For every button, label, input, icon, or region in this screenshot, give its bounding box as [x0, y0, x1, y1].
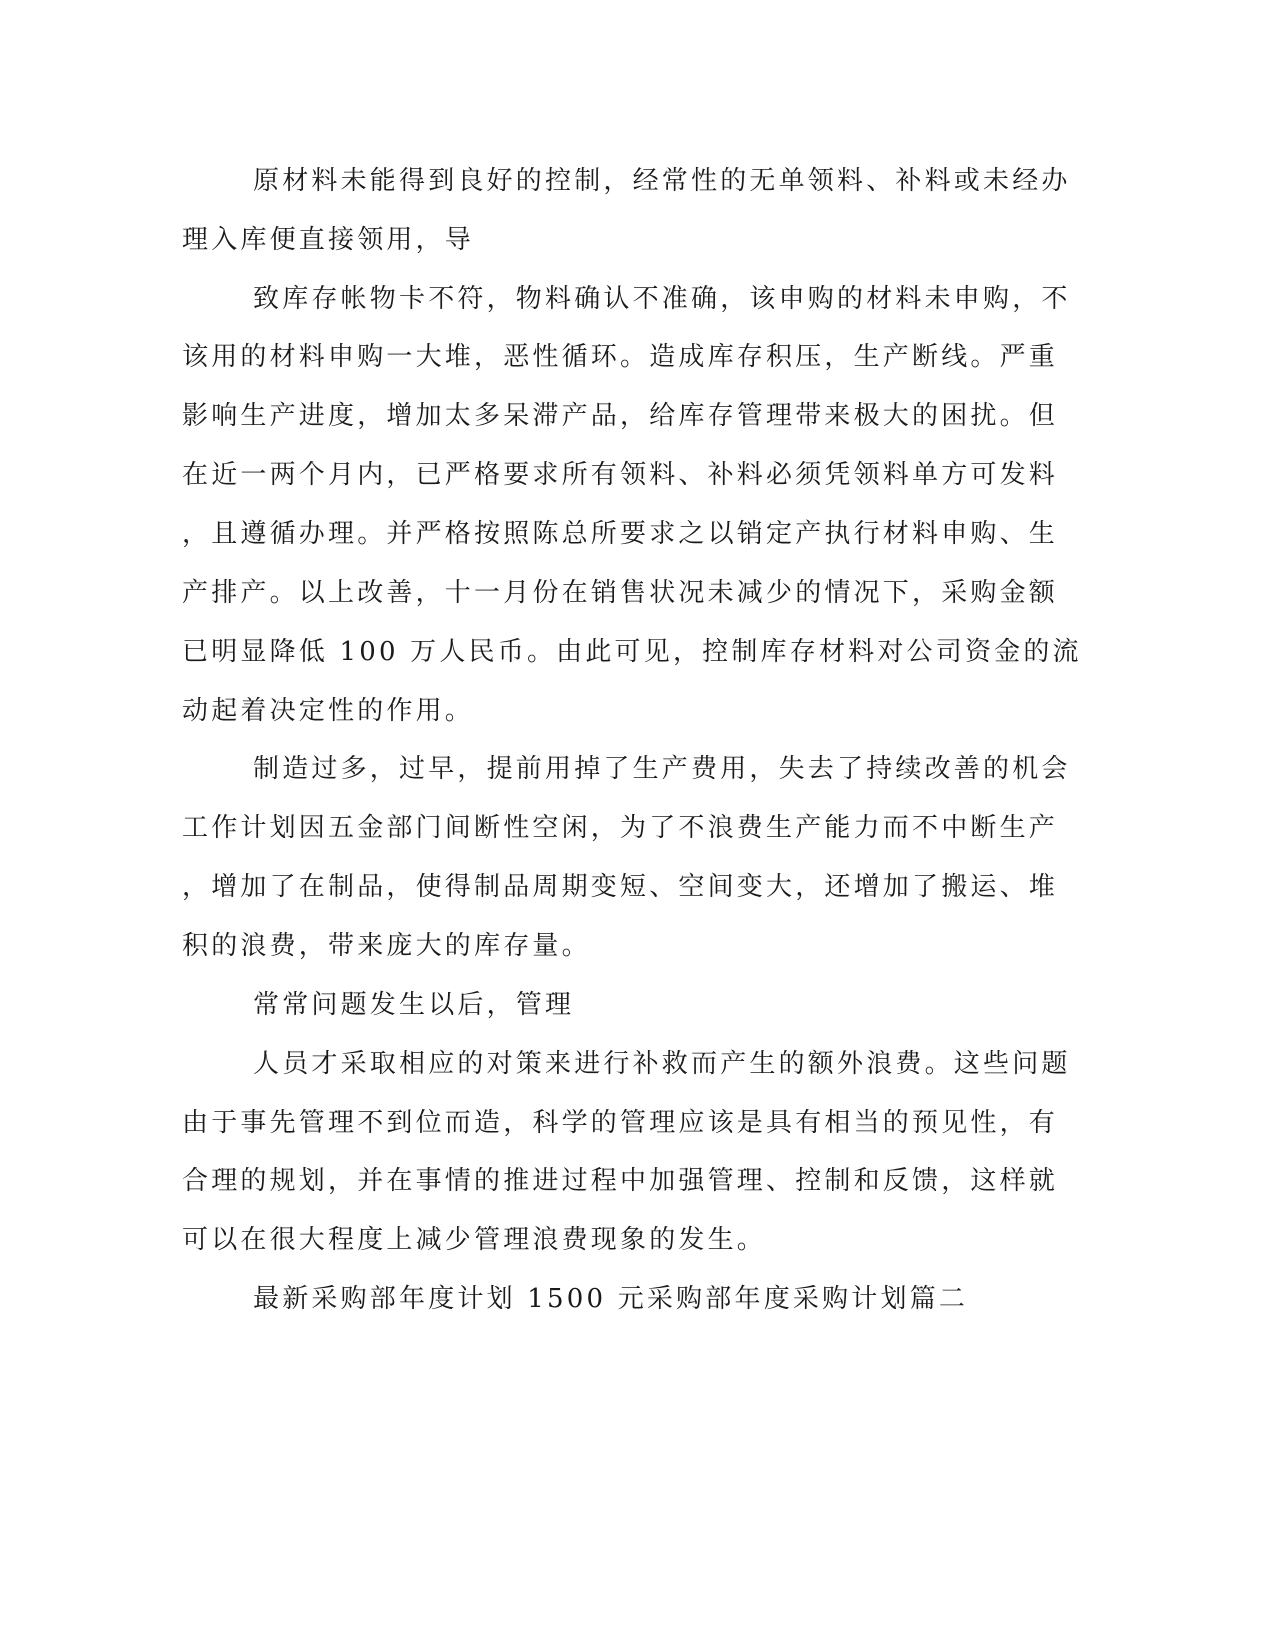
text-line-1: 原材料未能得到良好的控制，经常性的无单领料、补料或未经办: [253, 166, 1071, 196]
text-line-16: 人员才采取相应的对策来进行补救而产生的额外浪费。这些问题: [253, 1049, 1071, 1079]
text-line-19: 可以在很大程度上减少管理浪费现象的发生。: [182, 1225, 767, 1255]
text-line-14: 积的浪费，带来庞大的库存量。: [182, 931, 591, 961]
text-line-13: ，增加了在制品，使得制品周期变短、空间变大，还增加了搬运、堆: [182, 872, 1059, 902]
text-line-3: 致库存帐物卡不符，物料确认不准确，该申购的材料未申购，不: [253, 284, 1071, 314]
text-line-18: 合理的规划，并在事情的推进过程中加强管理、控制和反馈，这样就: [182, 1166, 1059, 1196]
text-line-10: 动起着决定性的作用。: [182, 696, 475, 726]
text-line-4: 该用的材料申购一大堆，恶性循环。造成库存积压，生产断线。严重: [182, 342, 1059, 372]
text-line-9: 已明显降低 100 万人民币。由此可见，控制库存材料对公司资金的流: [182, 637, 1082, 667]
text-line-17: 由于事先管理不到位而造，科学的管理应该是具有相当的预见性，有: [182, 1108, 1059, 1138]
text-line-15: 常常问题发生以后，管理: [253, 990, 575, 1020]
text-line-6: 在近一两个月内，已严格要求所有领料、补料必须凭领料单方可发料: [182, 460, 1059, 490]
text-line-11: 制造过多，过早，提前用掉了生产费用，失去了持续改善的机会: [253, 754, 1071, 784]
text-line-2: 理入库便直接领用，导: [182, 225, 475, 255]
text-line-7: ，且遵循办理。并严格按照陈总所要求之以销定产执行材料申购、生: [182, 519, 1059, 549]
text-line-12: 工作计划因五金部门间断性空闲，为了不浪费生产能力而不中断生产: [182, 813, 1059, 843]
text-line-8: 产排产。以上改善，十一月份在销售状况未减少的情况下，采购金额: [182, 578, 1059, 608]
text-line-20: 最新采购部年度计划 1500 元采购部年度采购计划篇二: [253, 1284, 969, 1314]
text-line-5: 影响生产进度，增加太多呆滞产品，给库存管理带来极大的困扰。但: [182, 401, 1059, 431]
